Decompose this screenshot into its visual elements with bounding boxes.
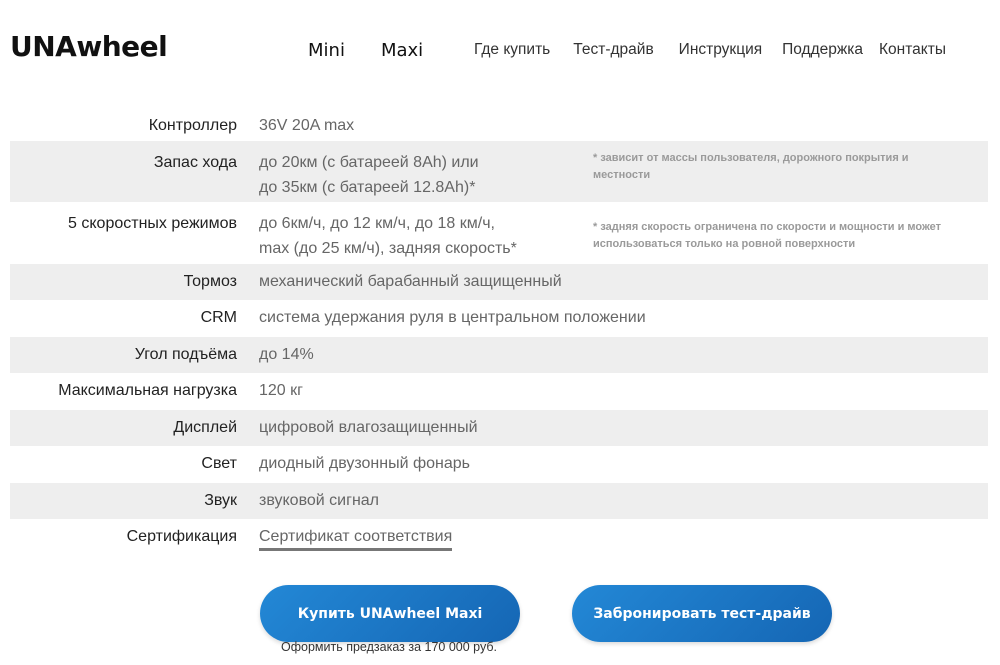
- spec-label: Свет: [201, 455, 237, 472]
- spec-value: до 14%: [259, 346, 314, 363]
- nav-model-mini[interactable]: Mini: [308, 40, 345, 61]
- spec-row-light: [10, 446, 988, 483]
- spec-label: Дисплей: [173, 419, 237, 436]
- spec-value: 36V 20A max: [259, 117, 355, 134]
- spec-label: Максимальная нагрузка: [58, 382, 237, 399]
- spec-row-crm: [10, 300, 988, 337]
- spec-row-sound: [10, 483, 988, 519]
- spec-row-max-load: [10, 373, 988, 410]
- spec-label: Угол подъёма: [134, 346, 237, 363]
- spec-row-speed-modes: [10, 202, 988, 264]
- nav-test-drive[interactable]: Тест-драйв: [573, 41, 654, 58]
- spec-label: Сертификация: [126, 528, 237, 545]
- spec-row-display: [10, 410, 988, 446]
- certificate-link[interactable]: Сертификат соответствия: [259, 528, 452, 551]
- spec-row-certification: [10, 519, 988, 556]
- spec-row-range: [10, 141, 988, 202]
- spec-label: Запас хода: [153, 154, 237, 171]
- book-test-drive-button[interactable]: Забронировать тест-драйв: [572, 585, 832, 642]
- spec-value: до 6км/ч, до 12 км/ч, до 18 км/ч, max (до 25 км/ч), задняя скорость*: [259, 215, 517, 257]
- spec-row-controller: [10, 104, 988, 141]
- spec-value: 120 кг: [259, 382, 303, 399]
- spec-row-brake: [10, 264, 988, 300]
- nav-model-maxi[interactable]: Maxi: [380, 40, 424, 61]
- spec-label: CRM: [200, 309, 237, 326]
- logo[interactable]: UNAwheel: [10, 30, 168, 63]
- spec-label: Контроллер: [148, 117, 237, 134]
- specs-table: [10, 104, 988, 556]
- nav-where-to-buy[interactable]: Где купить: [474, 41, 551, 58]
- spec-label: Звук: [204, 492, 237, 509]
- spec-value: цифровой влагозащищенный: [259, 419, 478, 436]
- model-nav: [308, 40, 423, 61]
- spec-value: до 20км (с батареей 8Ah) или до 35км (с батареей 12.8Ah)*: [259, 154, 479, 196]
- preorder-price-text: Оформить предзаказ за 170 000 руб.: [281, 640, 497, 654]
- main-nav: [474, 41, 946, 59]
- spec-label: Тормоз: [183, 273, 237, 290]
- spec-value: диодный двузонный фонарь: [259, 455, 470, 472]
- spec-value: система удержания руля в центральном положении: [259, 309, 646, 326]
- spec-row-climb-angle: [10, 337, 988, 373]
- spec-label: 5 скоростных режимов: [68, 215, 237, 232]
- buy-button[interactable]: Купить UNAwheel Maxi: [260, 585, 520, 642]
- spec-value: звуковой сигнал: [259, 492, 380, 509]
- spec-footnote: * задняя скорость ограничена по скорости и мощности и может использоваться только на ровной поверхности: [593, 221, 941, 250]
- nav-instructions[interactable]: Инструкция: [678, 41, 763, 58]
- spec-footnote: * зависит от массы пользователя, дорожного покрытия и местности: [593, 152, 909, 181]
- spec-value: [237, 519, 569, 549]
- nav-support[interactable]: Поддержка: [782, 41, 864, 58]
- nav-contacts[interactable]: Контакты: [879, 41, 946, 58]
- spec-value: механический барабанный защищенный: [259, 273, 562, 290]
